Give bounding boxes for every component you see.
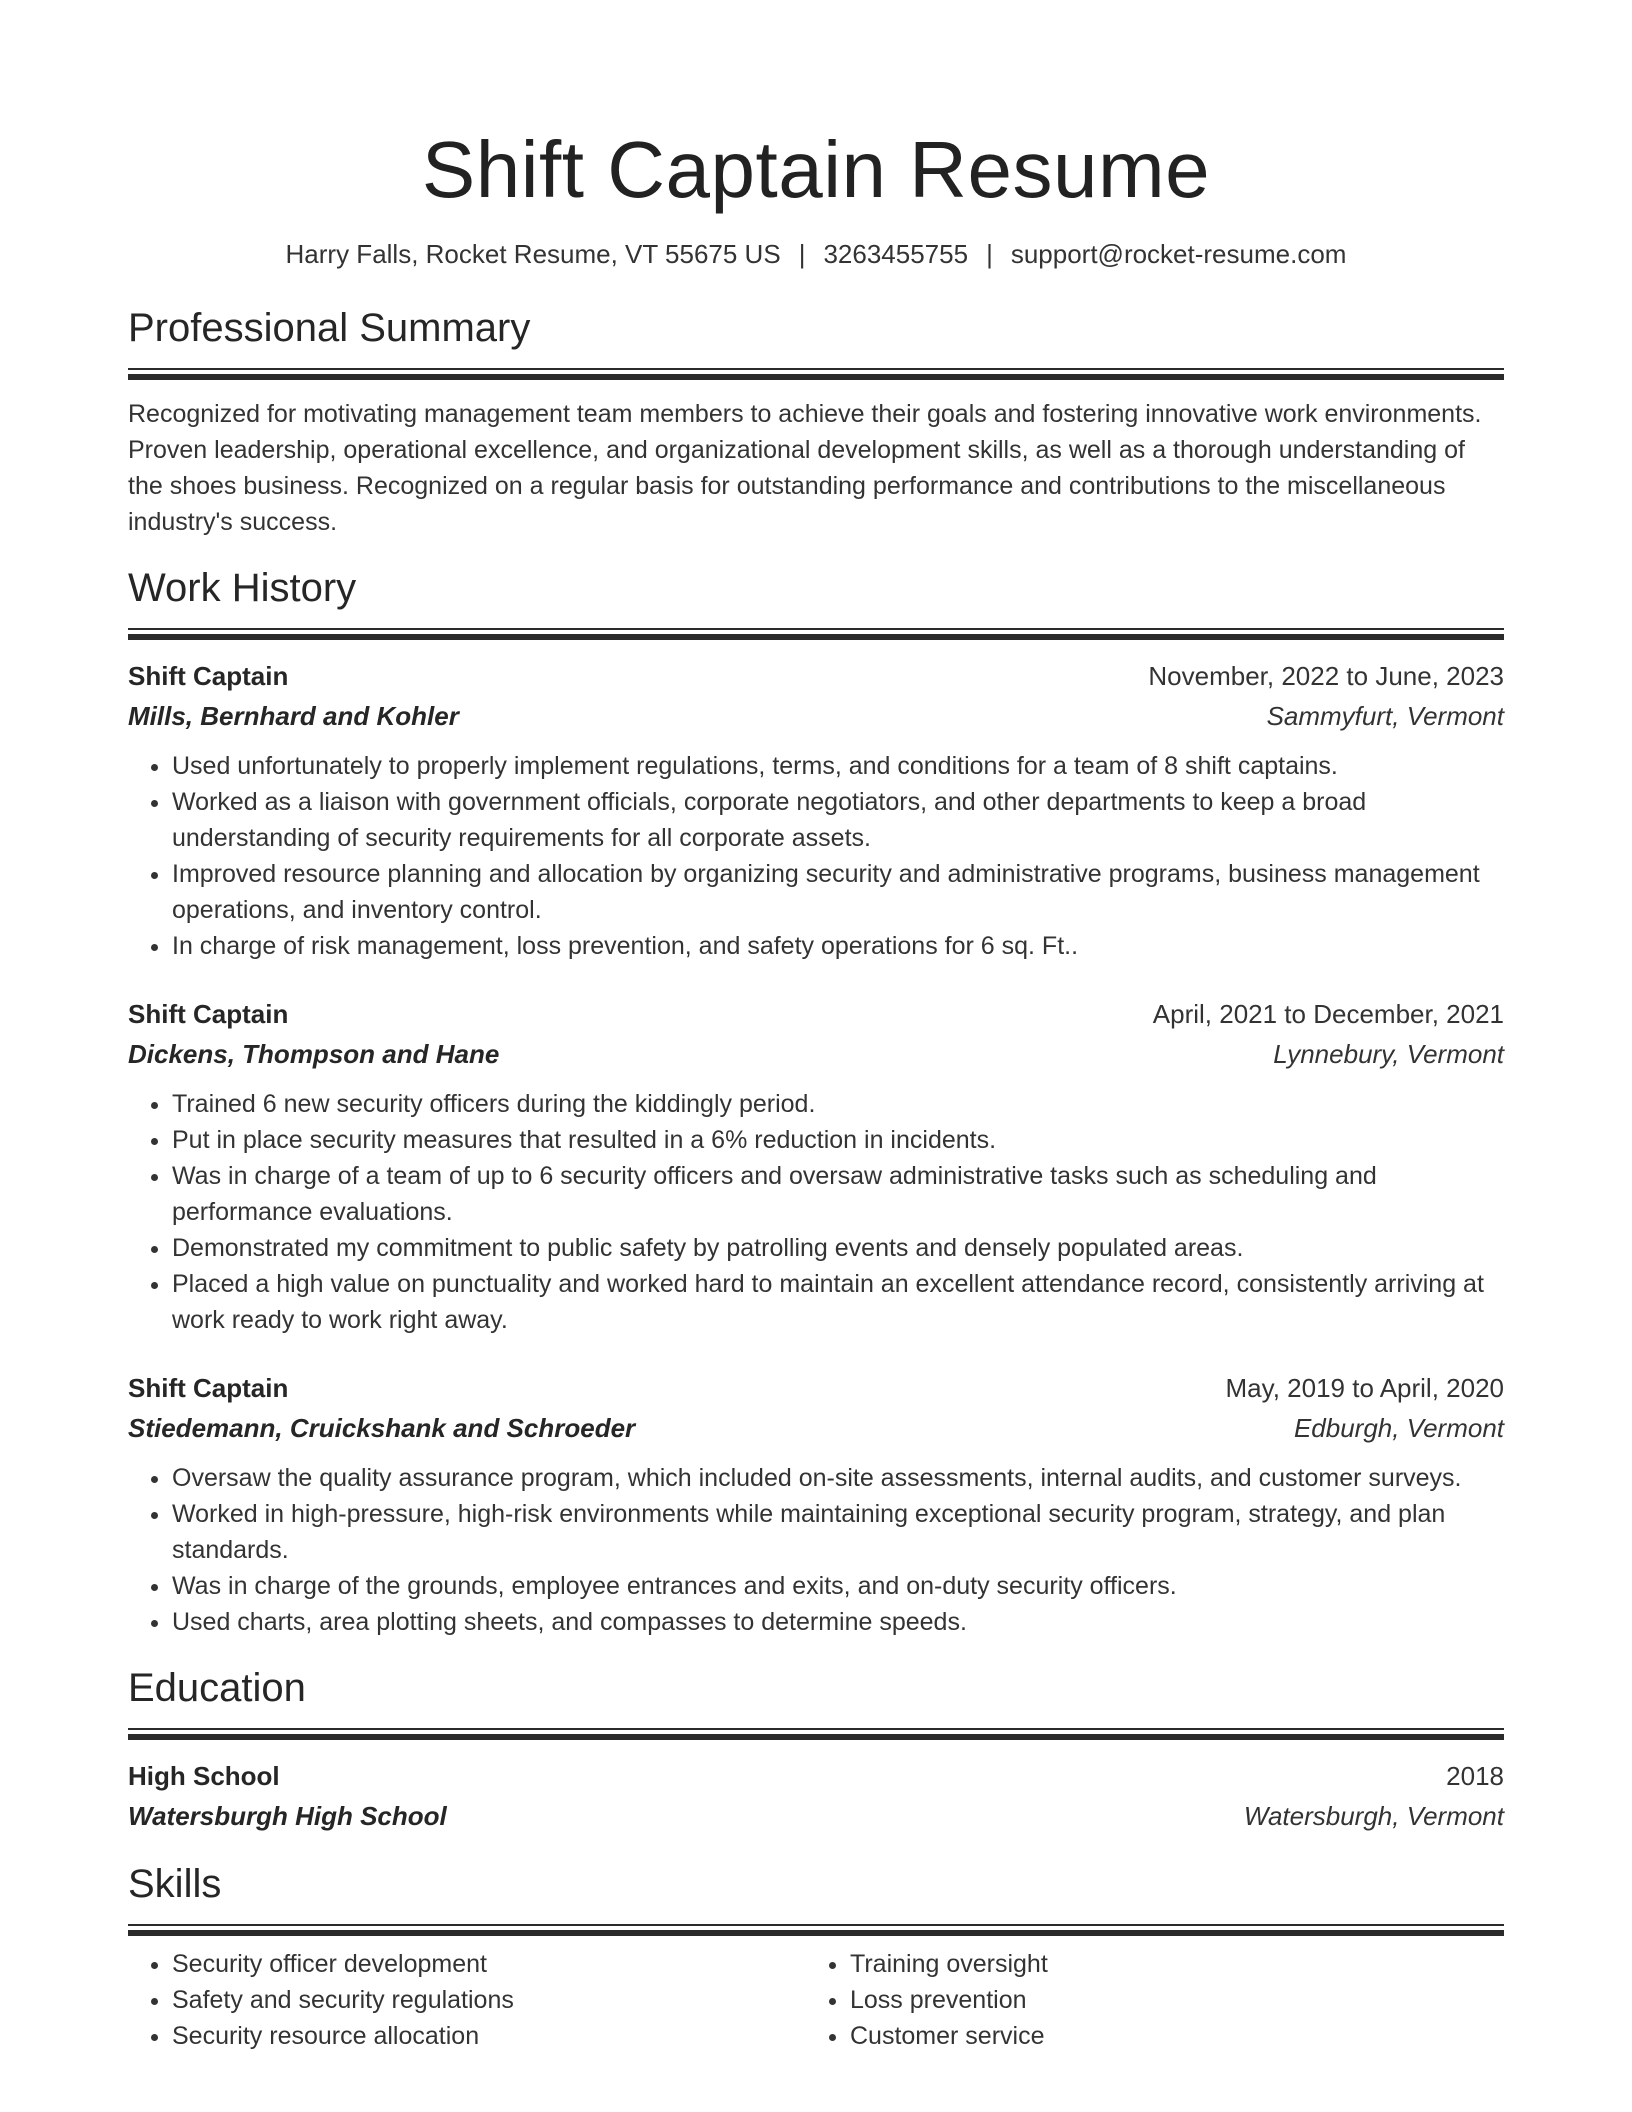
work-history-section: [128, 562, 1504, 1640]
job-employer-row: [128, 1408, 1504, 1448]
job-title: Shift Captain: [128, 661, 289, 691]
skill-item: • Loss prevention: [850, 1982, 1484, 2018]
skills-section: [128, 1858, 1504, 2054]
job-dates: April, 2021 to December, 2021: [1152, 999, 1504, 1029]
section-divider: [128, 1728, 1504, 1740]
job-location: Lynnebury, Vermont: [1273, 1039, 1504, 1069]
job-bullets: [128, 748, 1504, 964]
list-item: • Trained 6 new security officers during the kiddingly period.: [172, 1086, 1504, 1122]
page-title: Shift Captain Resume: [421, 125, 1211, 214]
job-employer-row: [128, 1034, 1504, 1074]
list-item: • Worked in high-pressure, high-risk environments while maintaining exceptional security program, strategy, and plan standards.: [172, 1496, 1504, 1568]
contact-phone: 3263455755: [823, 239, 969, 269]
job-location: Sammyfurt, Vermont: [1266, 701, 1504, 731]
job-location: Edburgh, Vermont: [1293, 1413, 1504, 1443]
education-degree: High School: [128, 1761, 280, 1791]
section-heading-summary: Professional Summary: [128, 306, 531, 350]
list-item: • Placed a high value on punctuality and worked hard to maintain an excellent attendance record, consistently arriving at work ready to work right away.: [172, 1266, 1504, 1338]
list-item: • Worked as a liaison with government officials, corporate negotiators, and other departments to keep a broad understanding of security requirements for all corporate assets.: [172, 784, 1504, 856]
section-heading-education: Education: [128, 1666, 306, 1710]
skills-grid: [128, 1946, 1504, 2054]
section-divider: [128, 1924, 1504, 1936]
contact-line: [128, 236, 1504, 272]
skill-item: • Security resource allocation: [172, 2018, 806, 2054]
job-employer: Stiedemann, Cruickshank and Schroeder: [128, 1413, 636, 1443]
skill-item: • Safety and security regulations: [172, 1982, 806, 2018]
summary-section: [128, 302, 1504, 540]
section-divider: [128, 628, 1504, 640]
job-header-row: [128, 1368, 1504, 1408]
job-employer: Mills, Bernhard and Kohler: [128, 701, 459, 731]
list-item: • Was in charge of a team of up to 6 security officers and oversaw administrative tasks such as scheduling and performance evaluations.: [172, 1158, 1504, 1230]
job-entry: [128, 656, 1504, 964]
skills-column-left: [128, 1946, 806, 2054]
contact-separator: |: [798, 239, 806, 269]
education-section: [128, 1662, 1504, 1836]
skill-item: • Customer service: [850, 2018, 1484, 2054]
list-item: • Oversaw the quality assurance program, which included on-site assessments, internal audits, and customer surveys.: [172, 1460, 1504, 1496]
list-item: • Used unfortunately to properly implement regulations, terms, and conditions for a team of 8 shift captains.: [172, 748, 1504, 784]
job-entry: [128, 994, 1504, 1338]
job-dates: May, 2019 to April, 2020: [1225, 1373, 1504, 1403]
list-item: • Demonstrated my commitment to public safety by patrolling events and densely populated areas.: [172, 1230, 1504, 1266]
section-heading-skills: Skills: [128, 1862, 222, 1906]
section-heading-work-history: Work History: [128, 566, 357, 610]
list-item: • Put in place security measures that resulted in a 6% reduction in incidents.: [172, 1122, 1504, 1158]
skills-column-right: [806, 1946, 1484, 2054]
skill-item: • Training oversight: [850, 1946, 1484, 1982]
education-year: 2018: [1446, 1761, 1504, 1791]
job-bullets: [128, 1460, 1504, 1640]
contact-separator: |: [986, 239, 993, 269]
job-entry: [128, 1368, 1504, 1640]
skill-item: • Security officer development: [172, 1946, 806, 1982]
education-school: Watersburgh High School: [128, 1801, 447, 1831]
job-bullets: [128, 1086, 1504, 1338]
education-school-row: [128, 1796, 1504, 1836]
list-item: • Used charts, area plotting sheets, and compasses to determine speeds.: [172, 1604, 1504, 1640]
job-employer: Dickens, Thompson and Hane: [128, 1039, 500, 1069]
job-dates: November, 2022 to June, 2023: [1148, 661, 1504, 691]
job-header-row: [128, 994, 1504, 1034]
list-item: • Was in charge of the grounds, employee entrances and exits, and on-duty security officers.: [172, 1568, 1504, 1604]
summary-text: Recognized for motivating management team members to achieve their goals and fostering innovative work environments. Proven leadership, operational excellence, and organizational development skills, as well as a thorough understanding of the shoes business. Recognized on a regular basis for outstanding performance and contributions to the miscellaneous industry's success.: [128, 400, 1482, 536]
list-item: • Improved resource planning and allocation by organizing security and administrative programs, business management operations, and inventory control.: [172, 856, 1504, 928]
job-employer-row: [128, 696, 1504, 736]
contact-address: Harry Falls, Rocket Resume, VT 55675 US: [285, 239, 781, 269]
section-divider: [128, 368, 1504, 380]
job-title: Shift Captain: [128, 999, 289, 1029]
contact-email: support@rocket-resume.com: [1010, 239, 1347, 269]
education-location: Watersburgh, Vermont: [1243, 1801, 1504, 1831]
job-header-row: [128, 656, 1504, 696]
job-title: Shift Captain: [128, 1373, 289, 1403]
education-entry: [128, 1756, 1504, 1836]
education-header-row: [128, 1756, 1504, 1796]
list-item: • In charge of risk management, loss prevention, and safety operations for 6 sq. Ft..: [172, 928, 1504, 964]
